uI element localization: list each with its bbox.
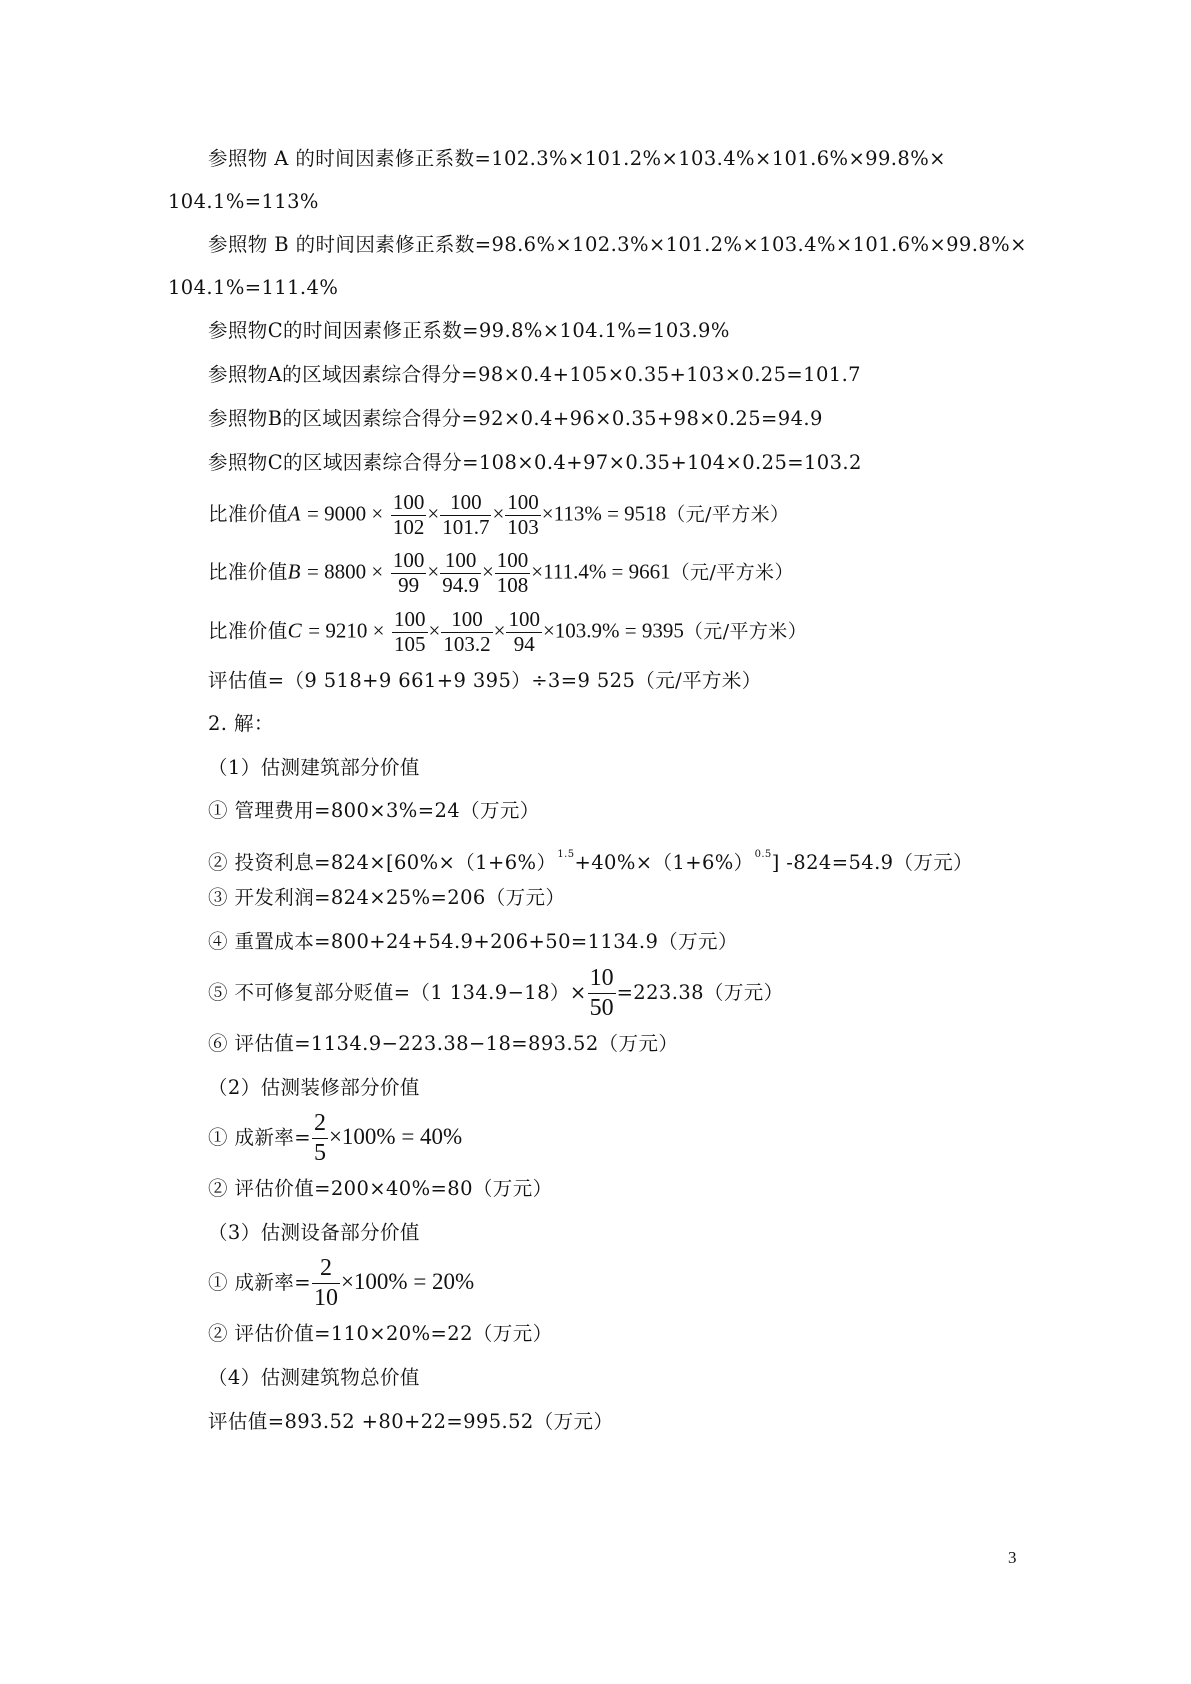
formula-tail: ×111.4% = 9661 — [531, 559, 671, 584]
formula-variable: B — [287, 559, 301, 584]
decoration-newness-rate: ① 成新率= $\frac{2}{5}$ ×100% = 40% — [208, 1110, 463, 1166]
area-score-a: 参照物A的区域因素综合得分=98×0.4+105×0.35+103×0.25=101.7 — [208, 363, 861, 386]
section-4-heading: （4）估测建筑物总价值 — [208, 1366, 420, 1389]
formula-base: = 9210 × — [308, 618, 385, 643]
management-fee-line: ① 管理费用=800×3%=24（万元） — [208, 799, 540, 822]
fraction-1: $\frac{100}{105}$ — [394, 607, 426, 656]
formula-base: = 9000 × — [307, 501, 384, 526]
section-1-heading: （1）估测建筑部分价值 — [208, 756, 420, 779]
comparable-value-b-formula: 比准价值B = 8800 × $\frac{100}{99}$ × $\frac{100}{94.9}$ × $\frac{100}{108}$ ×111.4% = 9661（元/平方米） — [208, 548, 794, 597]
fraction: $\frac{2}{5}$ — [313, 1110, 326, 1166]
time-factor-b-line2: 104.1%=111.4% — [168, 276, 339, 299]
formula-prefix: 比准价值 — [208, 619, 288, 643]
formula-tail: ×103.9% = 9395 — [542, 618, 684, 643]
formula-unit: （元/平方米） — [683, 620, 808, 643]
formula-variable: A — [287, 501, 301, 526]
question-2-heading: 2. 解： — [208, 712, 274, 735]
fraction-3: $\frac{100}{94}$ — [508, 607, 540, 656]
section-3-heading: （3）估测设备部分价值 — [208, 1221, 420, 1244]
total-evaluation-line: 评估值=893.52 +80+22=995.52（万元） — [208, 1410, 614, 1433]
comparable-value-c-formula: 比准价值C = 9210 × $\frac{100}{105}$ × $\frac{100}{103.2}$ × $\frac{100}{94}$ ×103.9% = 9395（元/平方米） — [208, 607, 808, 656]
section-2-heading: （2）估测装修部分价值 — [208, 1076, 420, 1099]
fraction-1: $\frac{100}{102}$ — [392, 490, 425, 539]
fraction-2: $\frac{100}{103.2}$ — [443, 607, 491, 656]
exponent: 1.5 — [557, 849, 575, 860]
equipment-evaluation-line: ② 评估价值=110×20%=22（万元） — [208, 1322, 553, 1345]
investment-interest-line: ② 投资利息$=824\times[60\%\times(1+6\%)^{1.5}+40\%\times(1+6\%)^{0.5}]$ -824=54.9（万元） — [208, 849, 974, 874]
area-score-c: 参照物C的区域因素综合得分=108×0.4+97×0.35+104×0.25=103.2 — [208, 451, 862, 474]
development-profit-line: ③ 开发利润=824×25%=206（万元） — [208, 886, 566, 909]
fraction-1: $\frac{100}{99}$ — [392, 548, 425, 597]
formula-variable: C — [287, 618, 302, 643]
time-factor-b-line1: 参照物 B 的时间因素修正系数=98.6%×102.3%×101.2%×103.4%×101.6%×99.8%× — [208, 233, 1027, 256]
formula-base: = 8800 × — [307, 559, 384, 584]
formula-unit: （元/平方米） — [666, 503, 790, 526]
area-score-b: 参照物B的区域因素综合得分=92×0.4+96×0.35+98×0.25=94.9 — [208, 407, 823, 430]
fraction-2: $\frac{100}{94.9}$ — [442, 548, 479, 597]
time-factor-a-line1: 参照物 A 的时间因素修正系数=102.3%×101.2%×103.4%×101.6%×99.8%× — [208, 147, 946, 170]
building-evaluation-line: ⑥ 评估值=1134.9−223.38−18=893.52（万元） — [208, 1032, 679, 1055]
fraction-2: $\frac{100}{101.7}$ — [442, 490, 490, 539]
exponent: 0.5 — [754, 849, 772, 860]
fraction-3: $\frac{100}{108}$ — [496, 548, 529, 597]
replacement-cost-line: ④ 重置成本=800+24+54.9+206+50=1134.9（万元） — [208, 930, 738, 953]
decoration-evaluation-line: ② 评估价值=200×40%=80（万元） — [208, 1177, 553, 1200]
depreciation-line: ⑤ 不可修复部分贬值=（1 134.9−18）× $\frac{10}{50}$ =223.38（万元） — [208, 965, 784, 1021]
fraction: $\frac{10}{50}$ — [589, 965, 614, 1021]
formula-prefix: 比准价值 — [208, 560, 288, 584]
formula-prefix: 比准价值 — [208, 502, 288, 526]
fraction-3: $\frac{100}{103}$ — [507, 490, 539, 539]
land-evaluation-value: 评估值=（9 518+9 661+9 395）÷3=9 525（元/平方米） — [208, 669, 762, 692]
time-factor-a-line2: 104.1%=113% — [168, 190, 319, 213]
page-number: 3 — [1008, 1548, 1017, 1567]
formula-unit: （元/平方米） — [670, 561, 794, 584]
equipment-newness-rate: ① 成新率= $\frac{2}{10}$ ×100% = 20% — [208, 1255, 475, 1311]
time-factor-c: 参照物C的时间因素修正系数=99.8%×104.1%=103.9% — [208, 319, 730, 342]
formula-tail: ×113% = 9518 — [541, 501, 667, 526]
fraction: $\frac{2}{10}$ — [313, 1255, 338, 1311]
comparable-value-a-formula: 比准价值A = 9000 × $\frac{100}{102}$ × $\frac{100}{101.7}$ × $\frac{100}{103}$ ×113% = 9518（元/平方米） — [208, 490, 790, 539]
